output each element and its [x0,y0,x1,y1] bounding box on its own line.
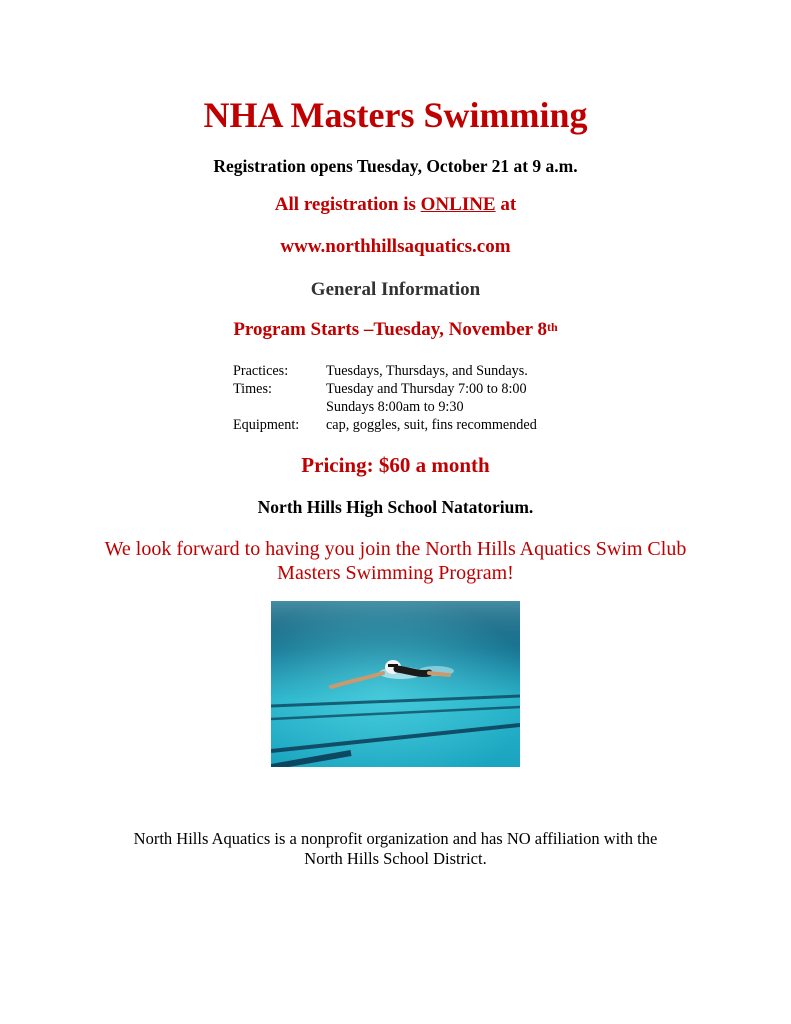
program-start-text [0,318,791,342]
times-row [233,380,537,398]
schedule-info-block [233,362,537,434]
disclaimer-line2: North Hills School District. [304,849,487,868]
online-prefix: All registration is [274,194,421,215]
equipment-label: Equipment: [233,417,300,433]
swimmer-photo [271,601,520,767]
equipment-row [233,416,537,434]
swimmer-underwater-image [271,601,520,767]
program-start-suffix: th [547,320,558,334]
times-value-weekday: Tuesday and Thursday 7:00 to 8:00 [326,381,527,397]
practices-value: Tuesdays, Thursdays, and Sundays. [326,363,528,379]
online-registration-text [0,194,791,216]
welcome-message-line1: We look forward to having you join the North Hills Aquatics Swim Club [104,538,687,560]
page-title: NHA Masters Swimming [203,95,588,135]
times-value-sunday: Sundays 8:00am to 9:30 [326,399,464,415]
times-row-sunday [233,398,537,416]
welcome-message-line2: Masters Swimming Program! [277,562,514,584]
disclaimer-line1: North Hills Aquatics is a nonprofit organization and has NO affiliation with the [133,829,658,848]
practices-row [233,362,537,380]
website-text: www.northhillsaquatics.com [280,236,511,257]
times-label-spacer [233,398,326,416]
program-start-main: Program Starts –Tuesday, November 8 [233,319,547,340]
general-information-heading: General Information [310,279,481,300]
times-label: Times: [233,381,272,397]
equipment-value: cap, goggles, suit, fins recommended [326,417,537,433]
online-suffix: at [495,194,517,215]
online-word: ONLINE [420,194,496,215]
registration-opens-text: Registration opens Tuesday, October 21 at 9 a.m. [213,156,578,176]
practices-label: Practices: [233,363,289,379]
disclaimer-text [0,829,791,869]
location-text: North Hills High School Natatorium. [257,497,534,517]
welcome-message [0,537,791,585]
pricing-text: Pricing: $60 a month [301,453,490,477]
